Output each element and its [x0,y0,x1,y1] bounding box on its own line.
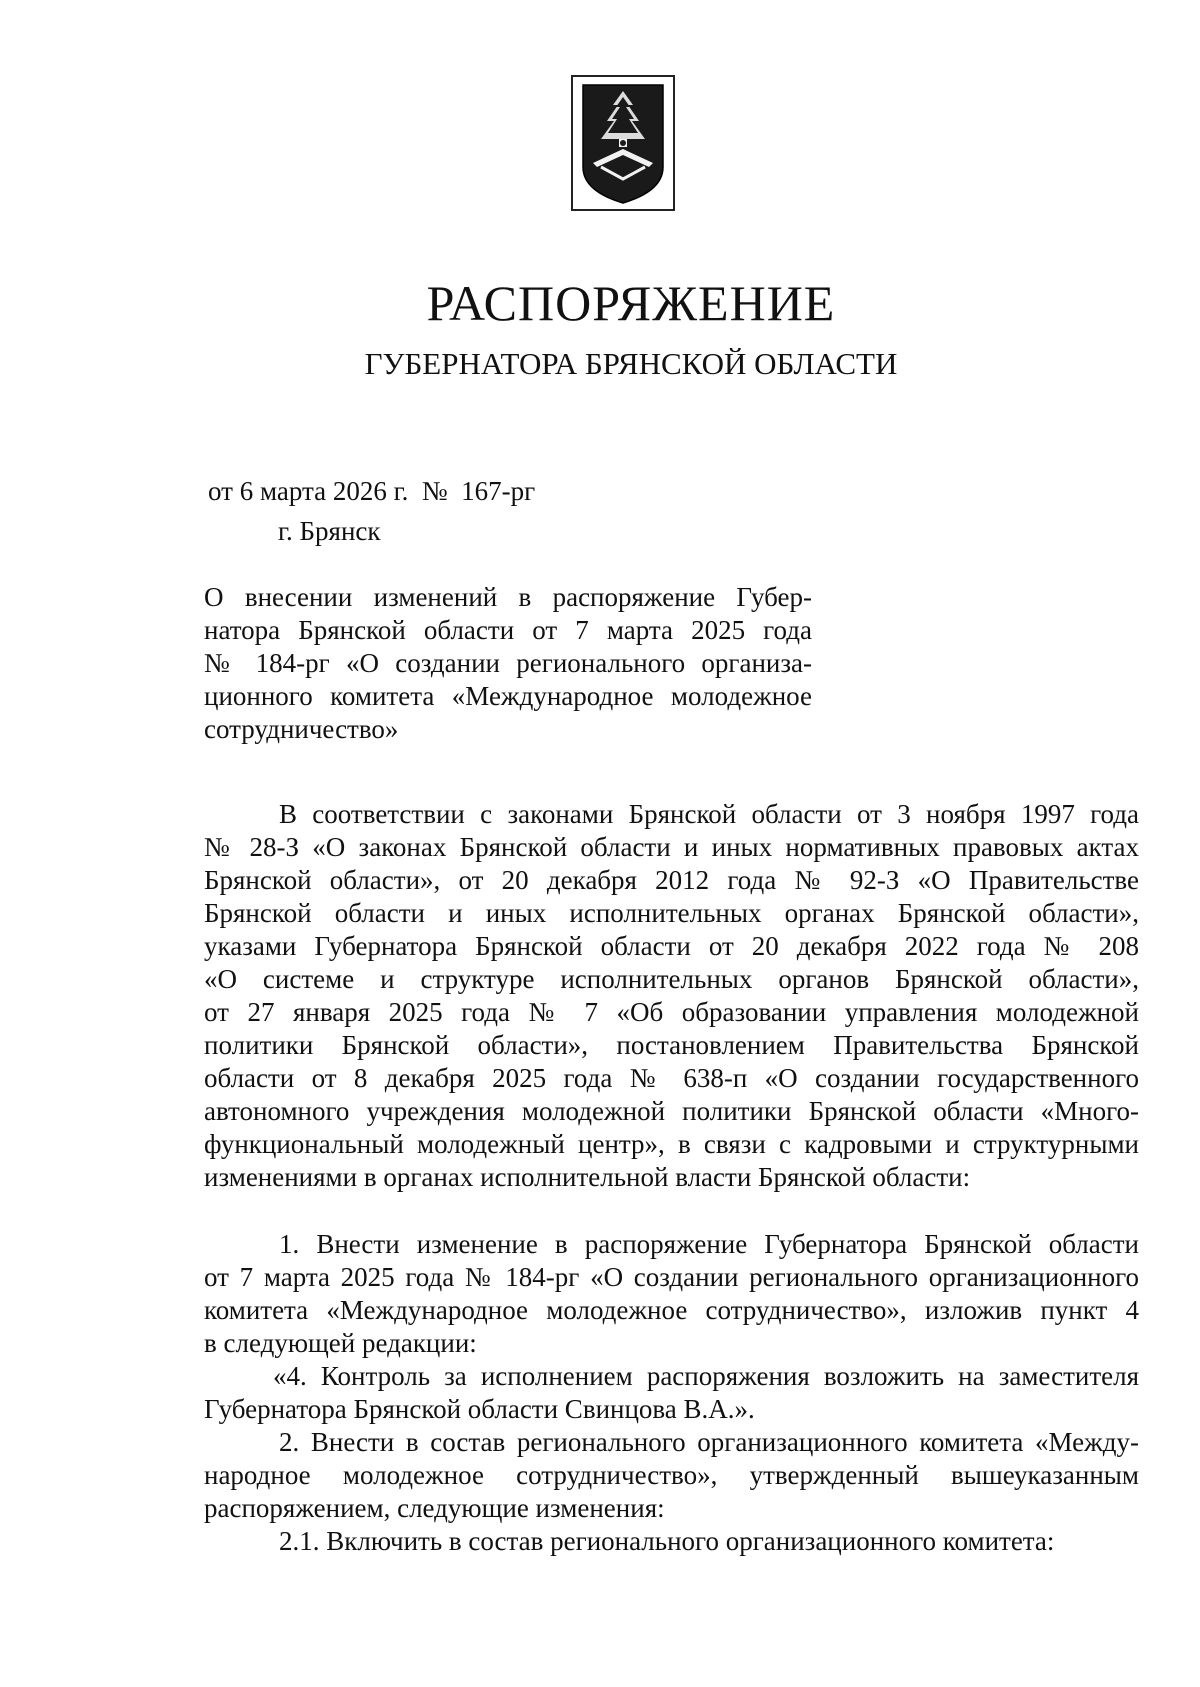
preamble-line: В соответствии с законами Брянской области от 3 ноября 1997 года [279,799,1139,829]
subject-line: № 184-рг «О создании регионального организа- [204,648,812,678]
date-and-number: от 6 марта 2026 г. № 167-рг [208,476,536,506]
preamble-line: от 27 января 2025 года № 7 «Об образовании управления молодежной [204,997,1139,1027]
item-2-line: 2. Внести в состав регионального организационного комитета «Между- [279,1427,1139,1457]
coat-of-arms-emblem [571,75,675,211]
preamble-line: указами Губернатора Брянской области от 20 декабря 2022 года № 208 [204,931,1139,961]
preamble-line: Брянской области», от 20 декабря 2012 года № 92-З «О Правительстве [204,865,1139,895]
subject-line: О внесении изменений в распоряжение Губер- [204,582,812,612]
item-2-1-line: 2.1. Включить в состав регионального организационного комитета: [279,1526,1055,1556]
preamble-line: области от 8 декабря 2025 года № 638-п «О создании государственного [204,1063,1139,1093]
preamble-line: функциональный молодежный центр», в связи с кадровыми и структурными [204,1129,1139,1159]
item-4-quote-line: «4. Контроль за исполнением распоряжения возложить на заместителя [273,1361,1139,1391]
items-section [204,1228,1139,1558]
preamble-line: политики Брянской области», постановлением Правительства Брянской [204,1030,1139,1060]
preamble-line: «О системе и структуре исполнительных органов Брянской области», [204,964,1139,994]
item-1-line: в следующей редакции: [204,1328,477,1358]
item-4-quote-line: Губернатора Брянской области Свинцова В.А.». [204,1394,755,1424]
preamble-paragraph [204,798,1139,1194]
subject-heading [204,581,812,746]
item-1-line: комитета «Международное молодежное сотрудничество», изложив пункт 4 [204,1295,1139,1325]
subject-line: сотрудничество» [204,714,399,744]
document-title: РАСПОРЯЖЕНИЕ [426,275,836,331]
subject-line: натора Брянской области от 7 марта 2025 года [204,615,812,645]
item-1-line: от 7 марта 2025 года № 184-рг «О создании регионального организационного [204,1262,1139,1292]
document-subtitle: ГУБЕРНАТОРА БРЯНСКОЙ ОБЛАСТИ [364,346,898,381]
item-1-line: 1. Внести изменение в распоряжение Губернатора Брянской области [279,1229,1139,1259]
city: г. Брянск [278,516,381,546]
subject-line: ционного комитета «Международное молодежное [204,681,812,711]
preamble-line: автономного учреждения молодежной политики Брянской области «Много- [204,1096,1139,1126]
preamble-line: № 28-З «О законах Брянской области и иных нормативных правовых актах [204,832,1139,862]
item-2-line: народное молодежное сотрудничество», утвержденный вышеуказанным [204,1460,1139,1490]
preamble-line: Брянской области и иных исполнительных органах Брянской области», [204,898,1139,928]
preamble-line: изменениями в органах исполнительной власти Брянской области: [204,1162,971,1192]
item-2-line: распоряжением, следующие изменения: [204,1493,665,1523]
